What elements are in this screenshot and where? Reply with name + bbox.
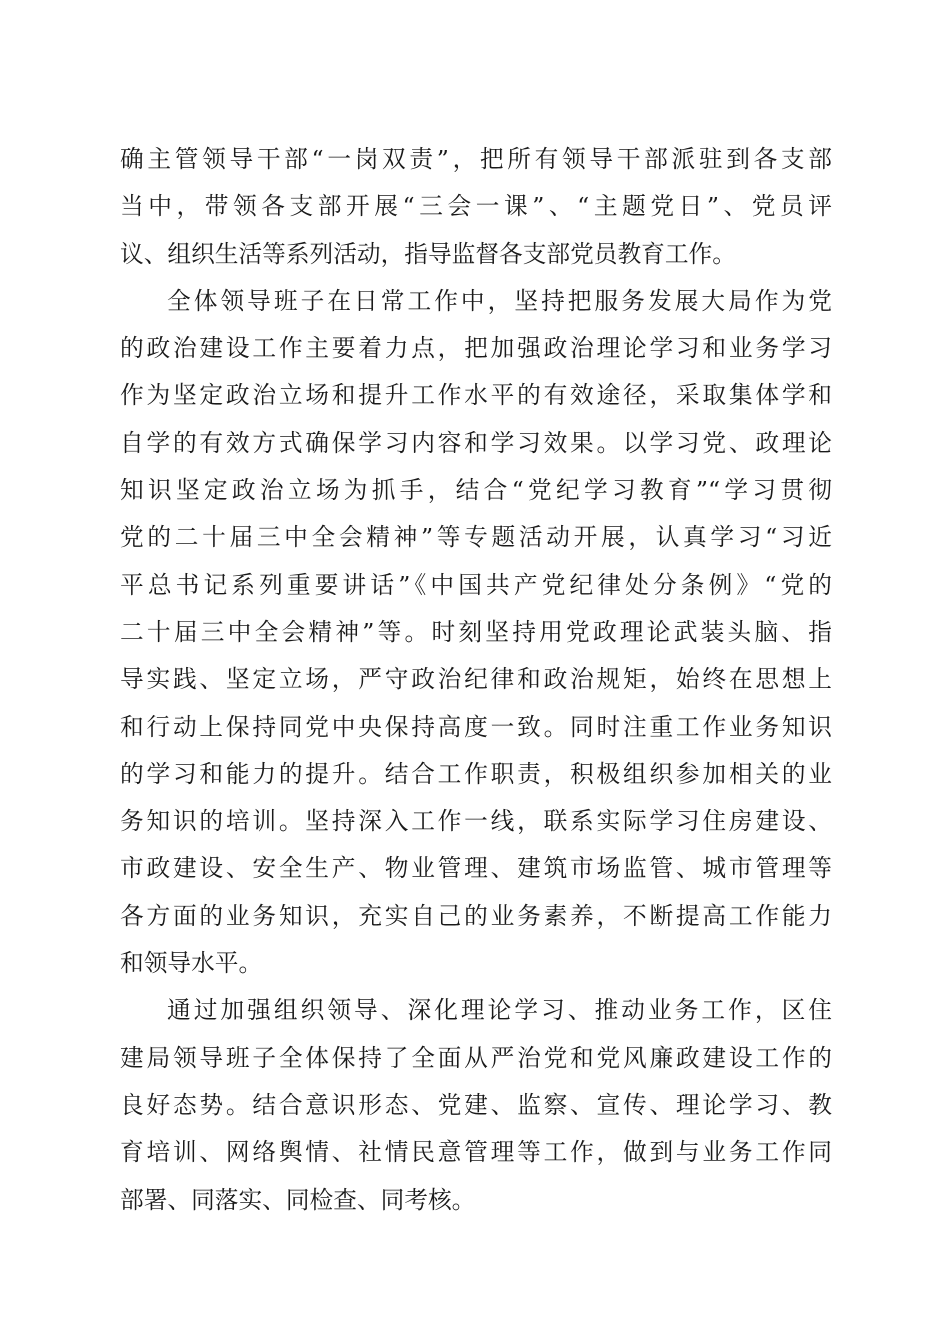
paragraph-1: [120, 136, 832, 278]
text-line: 和领导水平。: [120, 949, 263, 978]
text-line: 平总书记系列重要讲话”《中国共产党纪律处分条例》“党的: [120, 570, 832, 599]
text-line: 当中，带领各支部开展“三会一课”、“主题党日”、党员评: [120, 192, 832, 221]
text-line: 确主管领导干部“一岗双责”，把所有领导干部派驻到各支部: [120, 145, 832, 173]
text-line: 二十届三中全会精神”等。时刻坚持用党政理论武装头脑、指: [120, 617, 832, 646]
text-line: 作为坚定政治立场和提升工作水平的有效途径，采取集体学和: [120, 381, 832, 410]
paragraph-2: [120, 278, 832, 987]
text-line: 育培训、网络舆情、社情民意管理等工作，做到与业务工作同: [120, 1138, 832, 1167]
text-line: 通过加强组织领导、深化理论学习、推动业务工作，区住: [167, 996, 832, 1025]
text-line: 各方面的业务知识，充实自己的业务素养，不断提高工作能力: [120, 901, 832, 930]
text-line: 党的二十届三中全会精神”等专题活动开展，认真学习“习近: [120, 523, 832, 552]
text-line: 全体领导班子在日常工作中，坚持把服务发展大局作为党: [167, 286, 832, 315]
text-line: 市政建设、安全生产、物业管理、建筑市场监管、城市管理等: [120, 854, 832, 883]
text-line: 良好态势。结合意识形态、党建、监察、宣传、理论学习、教: [120, 1090, 832, 1119]
text-line: 的学习和能力的提升。结合工作职责，积极组织参加相关的业: [120, 759, 832, 788]
text-line: 的政治建设工作主要着力点，把加强政治理论学习和业务学习: [120, 334, 832, 363]
text-line: 部署、同落实、同检查、同考核。: [120, 1185, 476, 1214]
text-line: 导实践、坚定立场，严守政治纪律和政治规矩，始终在思想上: [120, 665, 832, 694]
text-line: 建局领导班子全体保持了全面从严治党和党风廉政建设工作的: [120, 1043, 832, 1072]
text-line: 和行动上保持同党中央保持高度一致。同时注重工作业务知识: [120, 712, 832, 741]
paragraph-3: [120, 987, 832, 1223]
text-line: 务知识的培训。坚持深入工作一线，联系实际学习住房建设、: [120, 807, 832, 836]
document-body: [120, 136, 832, 1224]
text-line: 自学的有效方式确保学习内容和学习效果。以学习党、政理论: [120, 428, 832, 457]
text-line: 议、组织生活等系列活动，指导监督各支部党员教育工作。: [120, 239, 736, 268]
text-line: 知识坚定政治立场为抓手，结合“党纪学习教育”“学习贯彻: [120, 476, 832, 505]
